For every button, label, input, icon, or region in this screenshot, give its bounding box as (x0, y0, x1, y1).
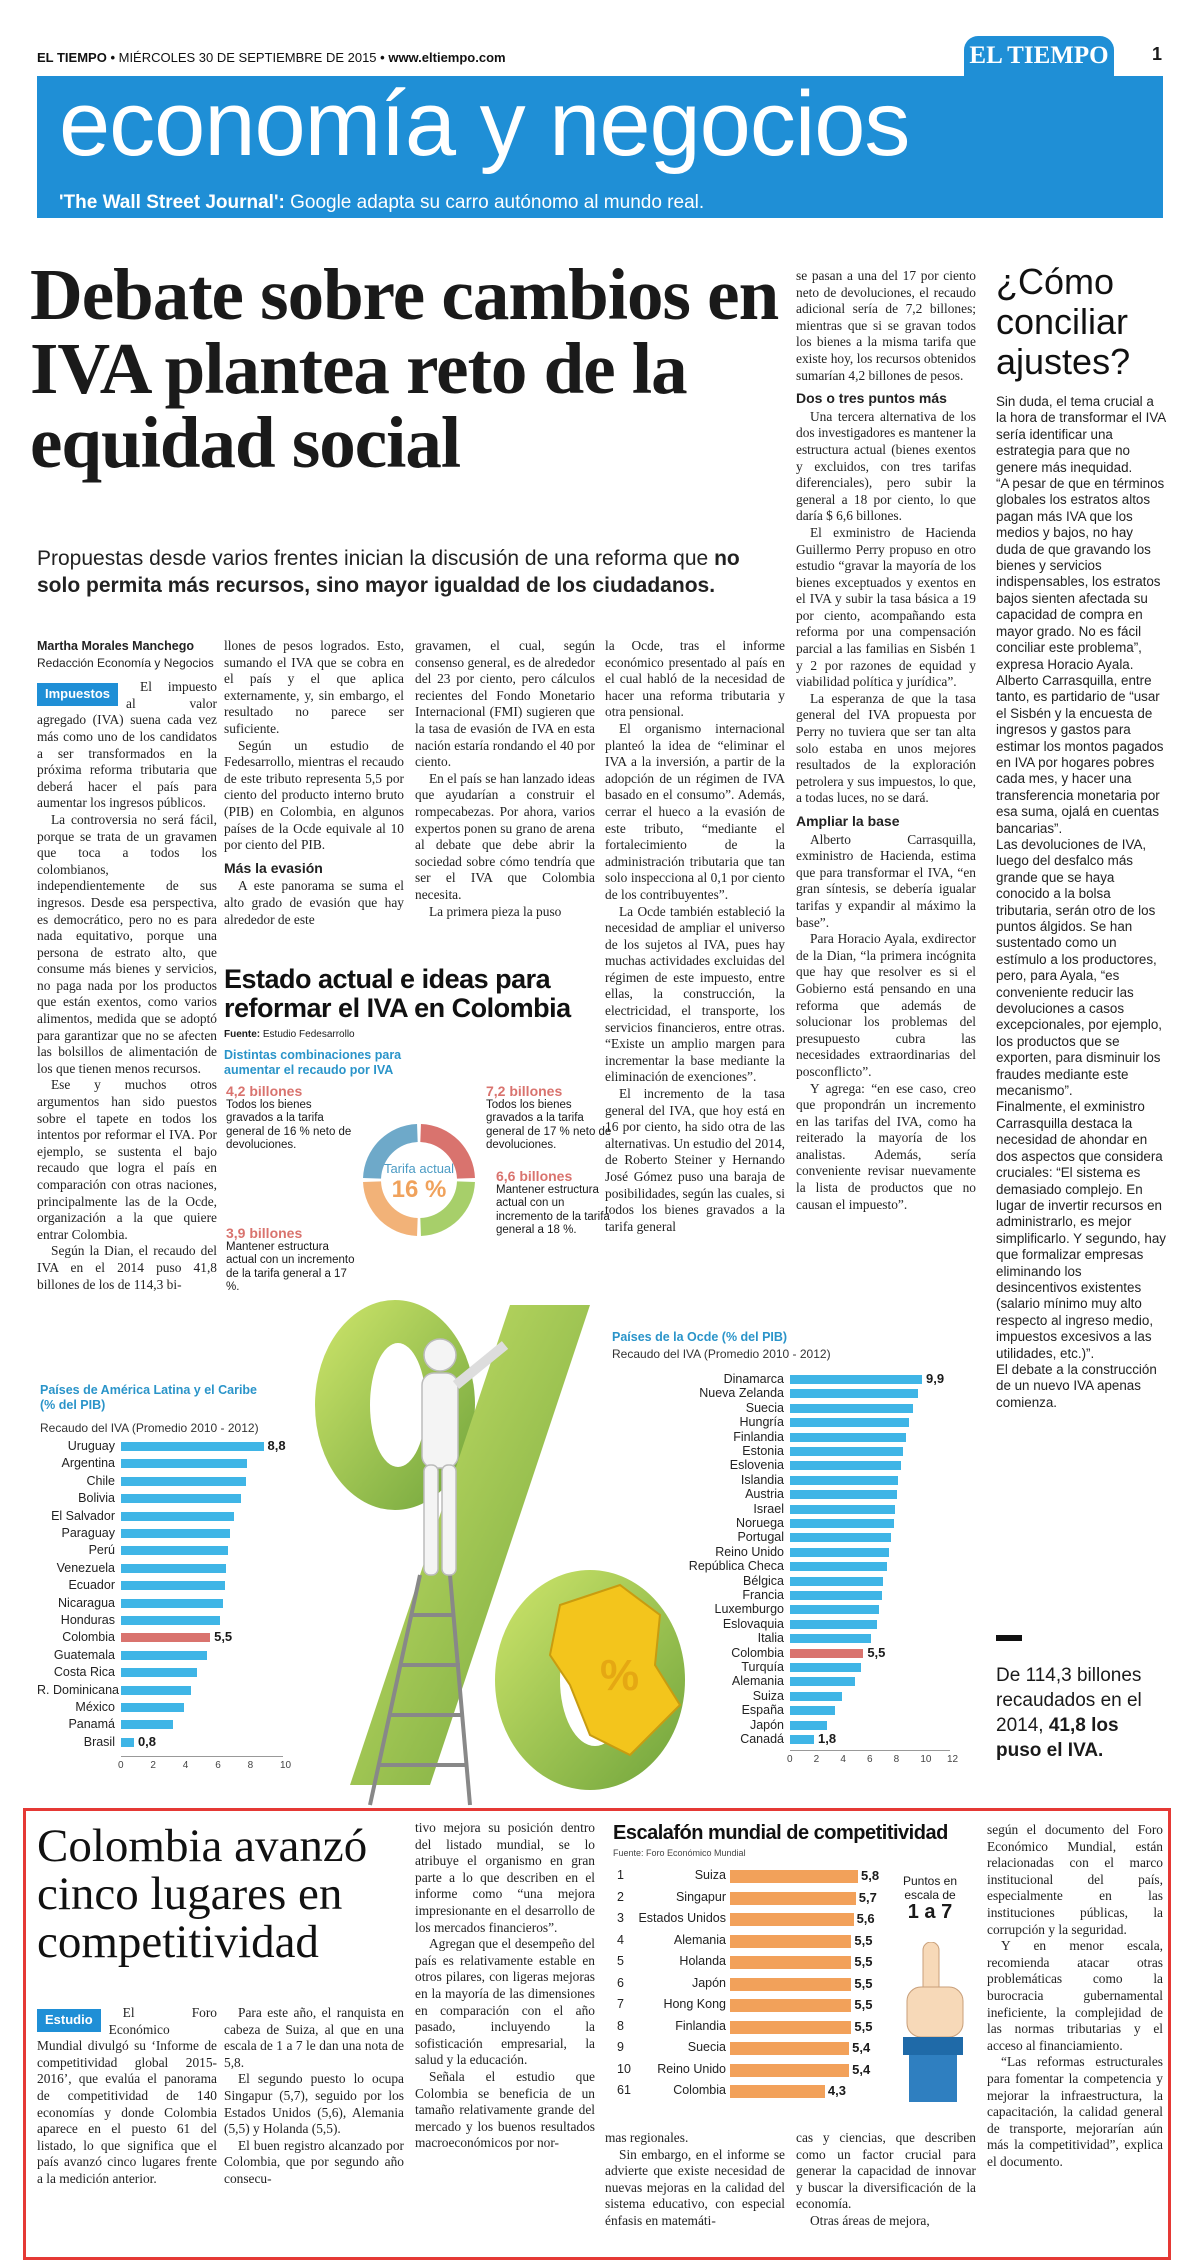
paper-name: EL TIEMPO (37, 50, 107, 65)
paragraph: Y en menor escala, recomienda atacar otras problemáticas como la burocracia gubernamental ineficiente, la complejidad de las normas tributarias y el acceso al financiamiento. (987, 1938, 1163, 2053)
article-col-3 (415, 638, 595, 920)
bar (121, 1442, 264, 1451)
oecd-chart-subtitle: Recaudo del IVA (Promedio 2010 - 2012) (612, 1347, 831, 1361)
rank-number: 5 (617, 1954, 624, 1968)
rank-number: 10 (617, 2061, 631, 2076)
bar-label: Costa Rica (53, 1665, 115, 1680)
second-headline: Colombia avanzó cinco lugares en competitividad (37, 1820, 368, 1968)
main-deck (37, 545, 777, 599)
bar-label: Turquía (741, 1660, 784, 1674)
bar-value-label: 5,5 (854, 1932, 873, 1948)
bar (121, 1529, 230, 1538)
second-tag: Estudio (37, 2009, 101, 2032)
bar (121, 1738, 134, 1747)
latam-chart-title: Países de América Latina y el Caribe (% del PIB) (40, 1383, 258, 1412)
paragraph: cas y ciencias, que describen como un factor crucial para generar la capacidad de innovar y buscar la diversificación de la economía. (796, 2130, 976, 2212)
paragraph: Y agrega: “en ese caso, creo que propondrán un incremento en las tarifas del IVA, como ha reiterado la mayoría de los analistas. Además, sería conveniente revisar nuevamente la lista de productos que no causan el impuesto”. (796, 1080, 976, 1212)
latam-chart (37, 1383, 297, 1803)
bar-value-label: 5,5 (854, 2018, 873, 2034)
paragraph: A este panorama se suma el alto grado de evasión que hay alrededor de este (224, 878, 404, 927)
bar (121, 1494, 241, 1503)
option-4-value: 3,9 billones (226, 1225, 303, 1241)
bar (790, 1418, 909, 1427)
bar (790, 1735, 814, 1744)
bar (730, 1956, 851, 1969)
bar-label: Islandia (740, 1472, 784, 1487)
infographic-title: Estado actual e ideas para reformar el IVA en Colombia (224, 964, 571, 1023)
bar-value-label: 1,8 (818, 1731, 837, 1746)
main-headline: Debate sobre cambios en IVA plantea reto de la equidad social (30, 254, 779, 483)
rank-number: 3 (617, 1911, 624, 1925)
paragraph: Otras áreas de mejora, (810, 2212, 930, 2228)
bar (730, 1892, 856, 1905)
byline-sub: Redacción Economía y Negocios (37, 655, 214, 670)
bar-label: Uruguay (67, 1439, 115, 1453)
subhead: Ampliar la base (796, 813, 900, 829)
bar-value-label: 5,8 (861, 1868, 880, 1883)
bar-label: El Salvador (51, 1508, 115, 1523)
bar (730, 1913, 854, 1926)
bar-label: Perú (88, 1543, 115, 1558)
bar (121, 1651, 207, 1660)
rank-number: 6 (617, 1975, 624, 1990)
paragraph: Señala el estudio que Colombia se beneficia de un tamaño relativamente grande del mercado y los buenos resultados macroeconómicos por nor- (415, 2068, 595, 2151)
bar-value-label: 5,5 (854, 1997, 873, 2012)
bar (730, 1978, 851, 1991)
second-col-3 (415, 1820, 595, 2152)
map-percent-symbol: % (600, 1651, 640, 1700)
bar-label: R. Dominicana (37, 1682, 119, 1697)
bar-label: Argentina (61, 1456, 115, 1471)
paragraph: llones de pesos logrados. Esto, sumando el IVA que se cobra en el país y el que aplica externamente, y, sin embargo, el resultado no parece ser suficiente. (224, 638, 404, 736)
bar-value-label: 4,3 (827, 2083, 846, 2098)
bar (790, 1461, 901, 1470)
bar (790, 1476, 898, 1485)
paragraph: Ese y muchos otros argumentos han sido puestos sobre el tapete en todos los intentos por reformar el IVA. Por ejemplo, se sustenta el bajo recaudo que logra el país en comparación con otras naciones, principalmente las de la Ocde, organización a la que quiere entrar Colombia. (37, 1077, 217, 1242)
bar (121, 1564, 226, 1573)
bar-label: Estonia (742, 1444, 784, 1458)
quote-divider (996, 1635, 1022, 1641)
x-tick-label: 2 (813, 1754, 820, 1766)
rank-number: 2 (617, 1889, 624, 1904)
competitividad-chart-title: Escalafón mundial de competitividad (613, 1822, 948, 1844)
bar-label: Reino Unido (657, 2061, 726, 2076)
paragraph: “A pesar de que en términos globales los estratos altos pagan más IVA que los medios y bajos, no hay duda de que gravando los bienes y servicios indispensables, los estratos bajos sienten afectada su capacidad de compra en mayor grado. No es fácil conciliar este problema”, expresa Horacio Ayala. (996, 476, 1165, 672)
option-2-text: Todos los bienes gravados a la tarifa general de 17 % neto de devoluciones. (486, 1098, 612, 1151)
bar-value-label: 5,5 (867, 1644, 886, 1660)
bar-value-label: 5,7 (858, 1889, 877, 1905)
paragraph: “Las reformas estructurales para fomentar la competencia y mejorar la infraestructura, la capacitación, la calidad general de transporte, mejorarían aún más la competitividad”, explica el documento. (987, 2054, 1163, 2169)
option-1-value: 4,2 billones (226, 1083, 303, 1099)
competitividad-chart-source: Fuente: Foro Económico Mundial (613, 1848, 746, 1858)
article-tag: Impuestos (37, 683, 118, 706)
x-tick-label: 6 (215, 1760, 221, 1772)
bar (121, 1599, 223, 1608)
bar-label: Hungría (739, 1415, 784, 1430)
infographic-source: Fuente: Estudio Fedesarrollo (224, 1029, 355, 1040)
bar-label: Japón (749, 1717, 784, 1732)
bar-label: Guatemala (53, 1647, 115, 1662)
section-banner (37, 73, 1163, 218)
bar-label: Eslovaquia (722, 1616, 784, 1631)
bar-label: Nicaragua (58, 1595, 115, 1610)
paragraph: Para este año, el ranquista en cabeza de Suiza, al que en una escala de 1 a 7 le dan una nota de 5,8. (224, 2005, 404, 2070)
x-tick-label: 6 (867, 1754, 873, 1766)
sidebar (996, 262, 1166, 1411)
bar-value-label: 8,8 (267, 1438, 286, 1453)
bar (121, 1546, 228, 1555)
option-3-text: Mantener estructura actual con un incremento de la tarifa general a 18 %. (496, 1183, 610, 1236)
option-4-text: Mantener estructura actual con un incremento de la tarifa general a 17 %. (226, 1240, 355, 1293)
paragraph: La Ocde también estableció la necesidad de ampliar el universo de los sujetos al IVA, pues hay muchas actividades excluidas del régimen de este impuesto, entre ellas, la construcción, la electricidad, el transporte, los servicios financieros, entre otras. “Existe un amplio margen para incrementar la base mediante la eliminación de exenciones”. (605, 903, 785, 1085)
section-title: economía y negocios (59, 73, 910, 175)
bar (790, 1533, 891, 1542)
bar (730, 2021, 851, 2034)
bar-label: Holanda (679, 1954, 726, 1968)
bar (790, 1389, 918, 1398)
bar-label: Italia (757, 1631, 784, 1646)
quote-part-a: De 114,3 billones recaudados en el 2014, (996, 1665, 1142, 1736)
bar (121, 1633, 210, 1642)
page-number: 1 (1152, 44, 1163, 64)
bar-label: España (741, 1703, 784, 1718)
bar-label: Noruega (736, 1516, 784, 1530)
bar (790, 1505, 895, 1514)
bar-label: Chile (86, 1473, 115, 1488)
bar (790, 1577, 883, 1586)
rank-number: 4 (617, 1932, 624, 1947)
paragraph: Una tercera alternativa de los dos investigadores es mantener la estructura actual (bienes exentos y excluidos, con tres tarifas diferenciales), pero subir la general a 18 por ciento, lo que daría $ 6,6 billones. (796, 408, 976, 524)
rank-number: 1 (617, 1868, 624, 1882)
sidebar-title: ¿Cómo conciliar ajustes? (996, 261, 1131, 382)
bar-label: Singapur (675, 1889, 726, 1904)
donut-center-value: 16 % (391, 1176, 447, 1203)
bar (790, 1404, 913, 1413)
deck-part-a: Propuestas desde varios frentes inician la discusión de una reforma que (37, 547, 715, 570)
option-2 (486, 1085, 616, 1153)
bar (790, 1620, 877, 1629)
x-tick-label: 0 (118, 1760, 124, 1772)
bar-label: Suiza (752, 1688, 784, 1703)
second-col-2 (224, 2005, 404, 2188)
x-tick-label: 0 (787, 1754, 793, 1766)
bar-label: Finlandia (675, 2018, 726, 2033)
bar (790, 1634, 871, 1643)
bar-label: Panamá (68, 1717, 115, 1732)
paragraph: la Ocde, tras el informe económico presentado al país en el cual habló de la necesidad de hacer una reforma tributaria y otra pensional. (605, 638, 785, 720)
paragraph: mas regionales. (605, 2130, 689, 2145)
bar-value-label: 5,5 (214, 1629, 233, 1645)
second-col-5 (796, 2130, 976, 2230)
bar (121, 1720, 173, 1729)
bar-label: Israel (753, 1501, 784, 1516)
paragraph: Alberto Carrasquilla, entre tanto, es partidario de “usar el Sisbén y la encuesta de ingresos y gastos para estimar los montos pagados en IVA por hogares pobres cada mes, y hacer una transferencia monetaria por esa suma, ojalá en cuentas bancarias”. (996, 672, 1164, 836)
rank-number: 9 (617, 2040, 624, 2054)
bar-label: Hong Kong (663, 1997, 726, 2011)
masthead-line: EL TIEMPO • MIÉRCOLES 30 DE SEPTIEMBRE DE 2015 • www.eltiempo.com (37, 50, 506, 65)
bar (790, 1548, 889, 1557)
paragraph: En el país se han lanzado ideas que ayudarían a construir el rompecabezas. Por ahora, varios expertos ponen su grano de arena al debate que debe abrir la sociedad sobre cómo tendría que ser el IVA que Colombia necesita. (415, 770, 595, 902)
paragraph: Alberto Carrasquilla, exministro de Hacienda, estima que para transformar el IVA, “en gran síntesis, se debería igualar tarifas y expandir al máximo la base”. (796, 831, 976, 930)
bar (790, 1591, 882, 1600)
x-tick-label: 8 (247, 1760, 254, 1772)
bar-label: Alemania (731, 1674, 784, 1689)
paragraph: Las devoluciones de IVA, luego del desfalco más grande que se haya conocido a la bolsa tributaria, serán otro de los puntos álgidos. Se han sustentado como un estímulo a los productores, pero, para Ayala, “es conveniente reducir las devoluciones a casos excepcionales, por ejemplo, los productos que se exporten, para disminuir los fraudes mediante este mecanismo”. (996, 836, 1162, 1099)
bar-label: Colombia (62, 1630, 115, 1645)
x-tick-label: 12 (947, 1754, 959, 1766)
infographic-subtitle: Distintas combinaciones para aumentar el recaudo por IVA (224, 1048, 402, 1077)
bar-label: Colombia (673, 2083, 726, 2097)
bar-label: Bolivia (78, 1491, 115, 1506)
bar-label: Reino Unido (715, 1544, 784, 1559)
bar-label: Venezuela (56, 1560, 115, 1575)
pull-quote (996, 1663, 1166, 1763)
paragraph: El exministro de Hacienda Guillermo Perry propuso en otro estudio “gravar la mayoría de los bienes exceptuados y exentos en el IVA y subir la tasa básica a 19 por ciento, acompañando esta reforma por una compensación parcial a las familias en Sisbén 1 y 2 por razones de equidad y viabilidad política y jurídica”. (796, 524, 976, 690)
quote-part-b: 41,8 los puso el IVA. (996, 1715, 1119, 1761)
bar (121, 1668, 197, 1677)
scale-note-a: Puntos en escala de (902, 1874, 958, 1902)
bar-value-label: 0,8 (137, 1733, 157, 1749)
bar-label: Brasil (83, 1734, 115, 1749)
x-tick-label: 10 (920, 1754, 932, 1766)
bar (121, 1581, 225, 1590)
bar-value-label: 5,5 (854, 1954, 873, 1969)
bar-label: Portugal (737, 1530, 784, 1545)
bar-label: Suiza (694, 1868, 726, 1882)
rank-number: 8 (617, 2018, 624, 2033)
x-tick-label: 4 (840, 1754, 846, 1766)
paragraph: Sin embargo, en el informe se advierte que existe necesidad de nuevas mejoras en la calidad del sistema educativo, con especial énfasis en matemáti- (605, 2146, 785, 2228)
issue-date: MIÉRCOLES 30 DE SEPTIEMBRE DE 2015 (118, 50, 377, 65)
competitividad-bars (605, 1868, 905, 2118)
paragraph: El incremento de la tasa general del IVA, que hoy está en 16 por ciento, ha sido otra de las alternativas. Un estudio del 2014, de Roberto Steiner y Hernando José Gómez puso una baraja de posibilidades, según las cuales, si todos los bienes gravados a la tarifa general (605, 1086, 785, 1234)
x-axis (790, 1750, 950, 1751)
bar (790, 1447, 903, 1456)
paragraph: El organismo internacional planteó la idea de “eliminar el IVA a la inversión, a partir de la adopción de un régimen de IVA basado en el consumo”. Además, cerrar el hueco a la evasión de este tributo, “mediante el fortalecimiento de la administración tributaria que tan solo inspecciona al 0,1 por ciento de los contribuyentes”. (605, 720, 785, 902)
second-col-6 (987, 1822, 1163, 2170)
bar (790, 1677, 855, 1686)
bar-label: Ecuador (68, 1578, 115, 1593)
x-tick-label: 8 (893, 1754, 900, 1766)
bar (790, 1519, 894, 1528)
teaser-text: Google adapta su carro autónomo al mundo real. (290, 192, 705, 213)
bar-value-label: 5,5 (854, 1975, 873, 1991)
donut-chart (354, 1115, 484, 1245)
x-tick-label: 4 (182, 1760, 189, 1772)
oecd-bars (600, 1371, 970, 1794)
section-teaser[interactable] (59, 192, 704, 214)
bar-value-label: 5,4 (852, 2061, 871, 2077)
donut-center-label: Tarifa actual (383, 1161, 455, 1176)
bar (790, 1721, 827, 1730)
rank-number: 7 (617, 1997, 624, 2011)
article-col-2 (224, 638, 404, 928)
x-axis (121, 1756, 283, 1757)
bar (790, 1562, 887, 1571)
bar (790, 1605, 879, 1614)
bar-label: Honduras (60, 1613, 115, 1627)
rank-number: 61 (617, 2083, 631, 2097)
paragraph: Agregan que el desempeño del país es relativamente estable en otros pilares, con ligeras mejoras en la mayoría de las dimensiones en comparación con el año pasado, incluyendo la sofisticación empresarial, la salud y la educación. (415, 1936, 595, 2068)
second-col-1 (37, 2005, 217, 2188)
bar (790, 1375, 922, 1384)
bar-label: Suecia (745, 1400, 784, 1415)
bar (730, 1870, 858, 1883)
paragraph: El debate a la construcción de un nuevo IVA apenas comienza. (996, 1361, 1157, 1410)
option-3 (496, 1170, 621, 1238)
bar (121, 1477, 246, 1486)
paragraph: El segundo puesto lo ocupa Singapur (5,7), seguido por los Estados Unidos (5,6), Alemania (5,5) y Holanda (5,5). (224, 2071, 404, 2137)
paragraph: se pasan a una del 17 por ciento neto de devoluciones, el recaudo adicional sería de 7,2 billones; mientras que si se gravan todos los bienes a la misma tarifa que existe hoy, los recursos obtenidos sumarían 4,2 billones de pesos. (796, 268, 976, 383)
paragraph: Impuestos El impuesto al valor agregado (IVA) suena cada vez más como uno de los candidatos a ser transformados en la próxima reforma tributaria que deberá hacer el país para aumentar los ingresos públicos. (37, 679, 217, 811)
website-link[interactable]: www.eltiempo.com (388, 50, 506, 65)
paragraph: La primera pieza la puso (429, 903, 562, 919)
subhead: Más la evasión (224, 859, 323, 876)
oecd-chart-title: Países de la Ocde (% del PIB) (612, 1330, 788, 1344)
paragraph: La esperanza de que la tasa general del IVA propuesta por Perry no tuviera que ser tan alta solo estaba en unos mejores resultados de la exploración petrolera y sus impuestos, lo que, a todas luces, no se dará. (796, 690, 976, 806)
x-tick-label: 10 (280, 1760, 292, 1772)
bar (790, 1490, 897, 1499)
masthead-logo: EL TIEMPO (964, 36, 1114, 76)
bar-label: Colombia (731, 1645, 784, 1660)
bar-label: México (75, 1700, 115, 1714)
bar (730, 2064, 849, 2077)
paragraph: Para Horacio Ayala, exdirector de la Dian, “la primera incógnita que hay que resolver es si el Gobierno está pensando en una reforma que además de solucionar los problemas del presupuesto cubra las necesidades extraordinarias del posconflicto”. (796, 931, 976, 1079)
bar-label: Dinamarca (723, 1372, 784, 1386)
article-col-1 (37, 638, 217, 1293)
sidebar-body (996, 394, 1166, 1411)
scale-note-b: 1 a 7 (907, 1901, 953, 1923)
bar-label: Bélgica (743, 1573, 784, 1588)
bar-label: Paraguay (61, 1526, 115, 1540)
bar (121, 1616, 220, 1625)
bar-label: Canadá (740, 1732, 784, 1746)
paragraph: Sin duda, el tema crucial a la hora de transformar el IVA sería identificar una estrategia para que no genere más inequidad. (996, 394, 1166, 475)
competitividad-chart (605, 1822, 977, 2122)
latam-bars (37, 1438, 297, 1781)
bar-label: Estados Unidos (638, 1911, 726, 1925)
bar-label: Eslovenia (729, 1458, 784, 1473)
infographic (224, 965, 784, 1305)
paragraph: El buen registro alcanzado por Colombia, que por segundo año consecu- (224, 2137, 404, 2186)
bar-label: Alemania (673, 1932, 726, 1947)
paragraph: Según un estudio de Fedesarrollo, mientras el recaudo de este tributo representa 5,5 por ciento del producto interno bruto (PIB) en Colombia, en algunos países de la Ocde equivale al 10 por ciento del PIB. (224, 737, 404, 853)
bar (121, 1703, 184, 1712)
teaser-source: 'The Wall Street Journal': (59, 192, 285, 213)
bar-value-label: 5,4 (852, 2040, 871, 2055)
paragraph: Según la Dian, el recaudo del IVA en el 2014 puso 41,8 billones de los de 114,3 bi- (37, 1243, 217, 1292)
bar (730, 1935, 851, 1948)
bar-label: Japón (691, 1975, 726, 1990)
option-1-text: Todos los bienes gravados a la tarifa general de 16 % neto de devoluciones. (226, 1098, 352, 1151)
bar (730, 2085, 825, 2098)
bar (790, 1692, 842, 1701)
second-col-4 (605, 2130, 785, 2230)
x-tick-label: 2 (150, 1760, 156, 1772)
paragraph: gravamen, el cual, según consenso general, es de alrededor del 23 por ciento, pero cálculos recientes del Fondo Monetario Internacional (FMI) sugieren que la tasa de evasión de IVA en esta nación estaría rondando el 40 por ciento. (415, 638, 595, 770)
oecd-chart (600, 1330, 970, 1790)
bar-label: Austria (745, 1487, 784, 1502)
bar-label: Francia (742, 1588, 784, 1602)
paragraph: Estudio El Foro Económico Mundial divulgó su ‘Informe de competitividad global 2015-2016’, que evalúa el panorama de competitividad de 140 economías y donde Colombia aparece en el puesto 61 del listado, lo que significa que el país avanzó cinco lugares frente a la medición anterior. (37, 2005, 217, 2186)
article-col-5 (796, 268, 976, 1213)
bar-label: Luxemburgo (714, 1602, 784, 1617)
bar-label: Suecia (687, 2040, 726, 2054)
bar (121, 1686, 191, 1695)
bar (121, 1459, 247, 1468)
bar (790, 1663, 861, 1672)
bar-value-label: 5,6 (856, 1911, 875, 1926)
bar (790, 1706, 835, 1715)
bar (121, 1512, 234, 1521)
hand-pointer-icon (893, 1942, 973, 2102)
subhead: Dos o tres puntos más (796, 390, 947, 407)
paragraph: Finalmente, el exministro Carrasquilla destaca la necesidad de ahondar en dos aspectos que considera cruciales: “El sistema es demasiado complejo. En lugar de invertir recursos en administrarlo, es mejor simplificarlo. Y segundo, hay que formalizar empresas eliminando los desincentivos existentes (salario mínimo muy alto respecto al ingreso medio, impuestos excesivos a las utilidades, etc.)”. (996, 1099, 1166, 1361)
paragraph: La controversia no será fácil, porque se trata de un gravamen que toca a todos los colombianos, independientemente de sus ingresos. Desde esa perspectiva, es democrático, pero no es para nada equitativo, porque una persona de estrato alto, que consume más bienes y servicios, no paga nada por los productos que están exentos, como varios alimentos, medida que se adoptó para garantizar que no se afecten las bolsillos de alimentación de los que tienen menos recursos. (37, 811, 217, 1076)
option-1 (226, 1085, 356, 1153)
bar-label: Nueva Zelanda (699, 1386, 784, 1401)
option-3-value: 6,6 billones (496, 1168, 573, 1184)
byline: Martha Morales Manchego (37, 639, 194, 653)
option-2-value: 7,2 billones (486, 1083, 563, 1099)
bar-label: República Checa (688, 1559, 784, 1574)
bar-label: Finlandia (733, 1429, 784, 1444)
bar (790, 1649, 863, 1658)
scale-note (895, 1874, 965, 1923)
bar-value-label: 9,9 (926, 1371, 945, 1386)
bar (730, 2042, 849, 2055)
bar (730, 1999, 851, 2012)
paragraph: tivo mejora su posición dentro del listado mundial, se lo atribuye el organismo en gran parte a lo que describen en el informe como “una mejora impresionante en el desarrollo de los mercados financieros”. (415, 1820, 595, 1935)
latam-chart-subtitle: Recaudo del IVA (Promedio 2010 - 2012) (40, 1421, 259, 1435)
paragraph: según el documento del Foro Económico Mundial, están relacionadas con el marco institucional del país, especialmente en las instituciones públicas, la corrupción y la seguridad. (987, 1822, 1163, 1937)
bar (790, 1433, 906, 1442)
deck-part-b: no solo permita más recursos, sino mayor igualdad de los ciudadanos. (37, 547, 740, 597)
